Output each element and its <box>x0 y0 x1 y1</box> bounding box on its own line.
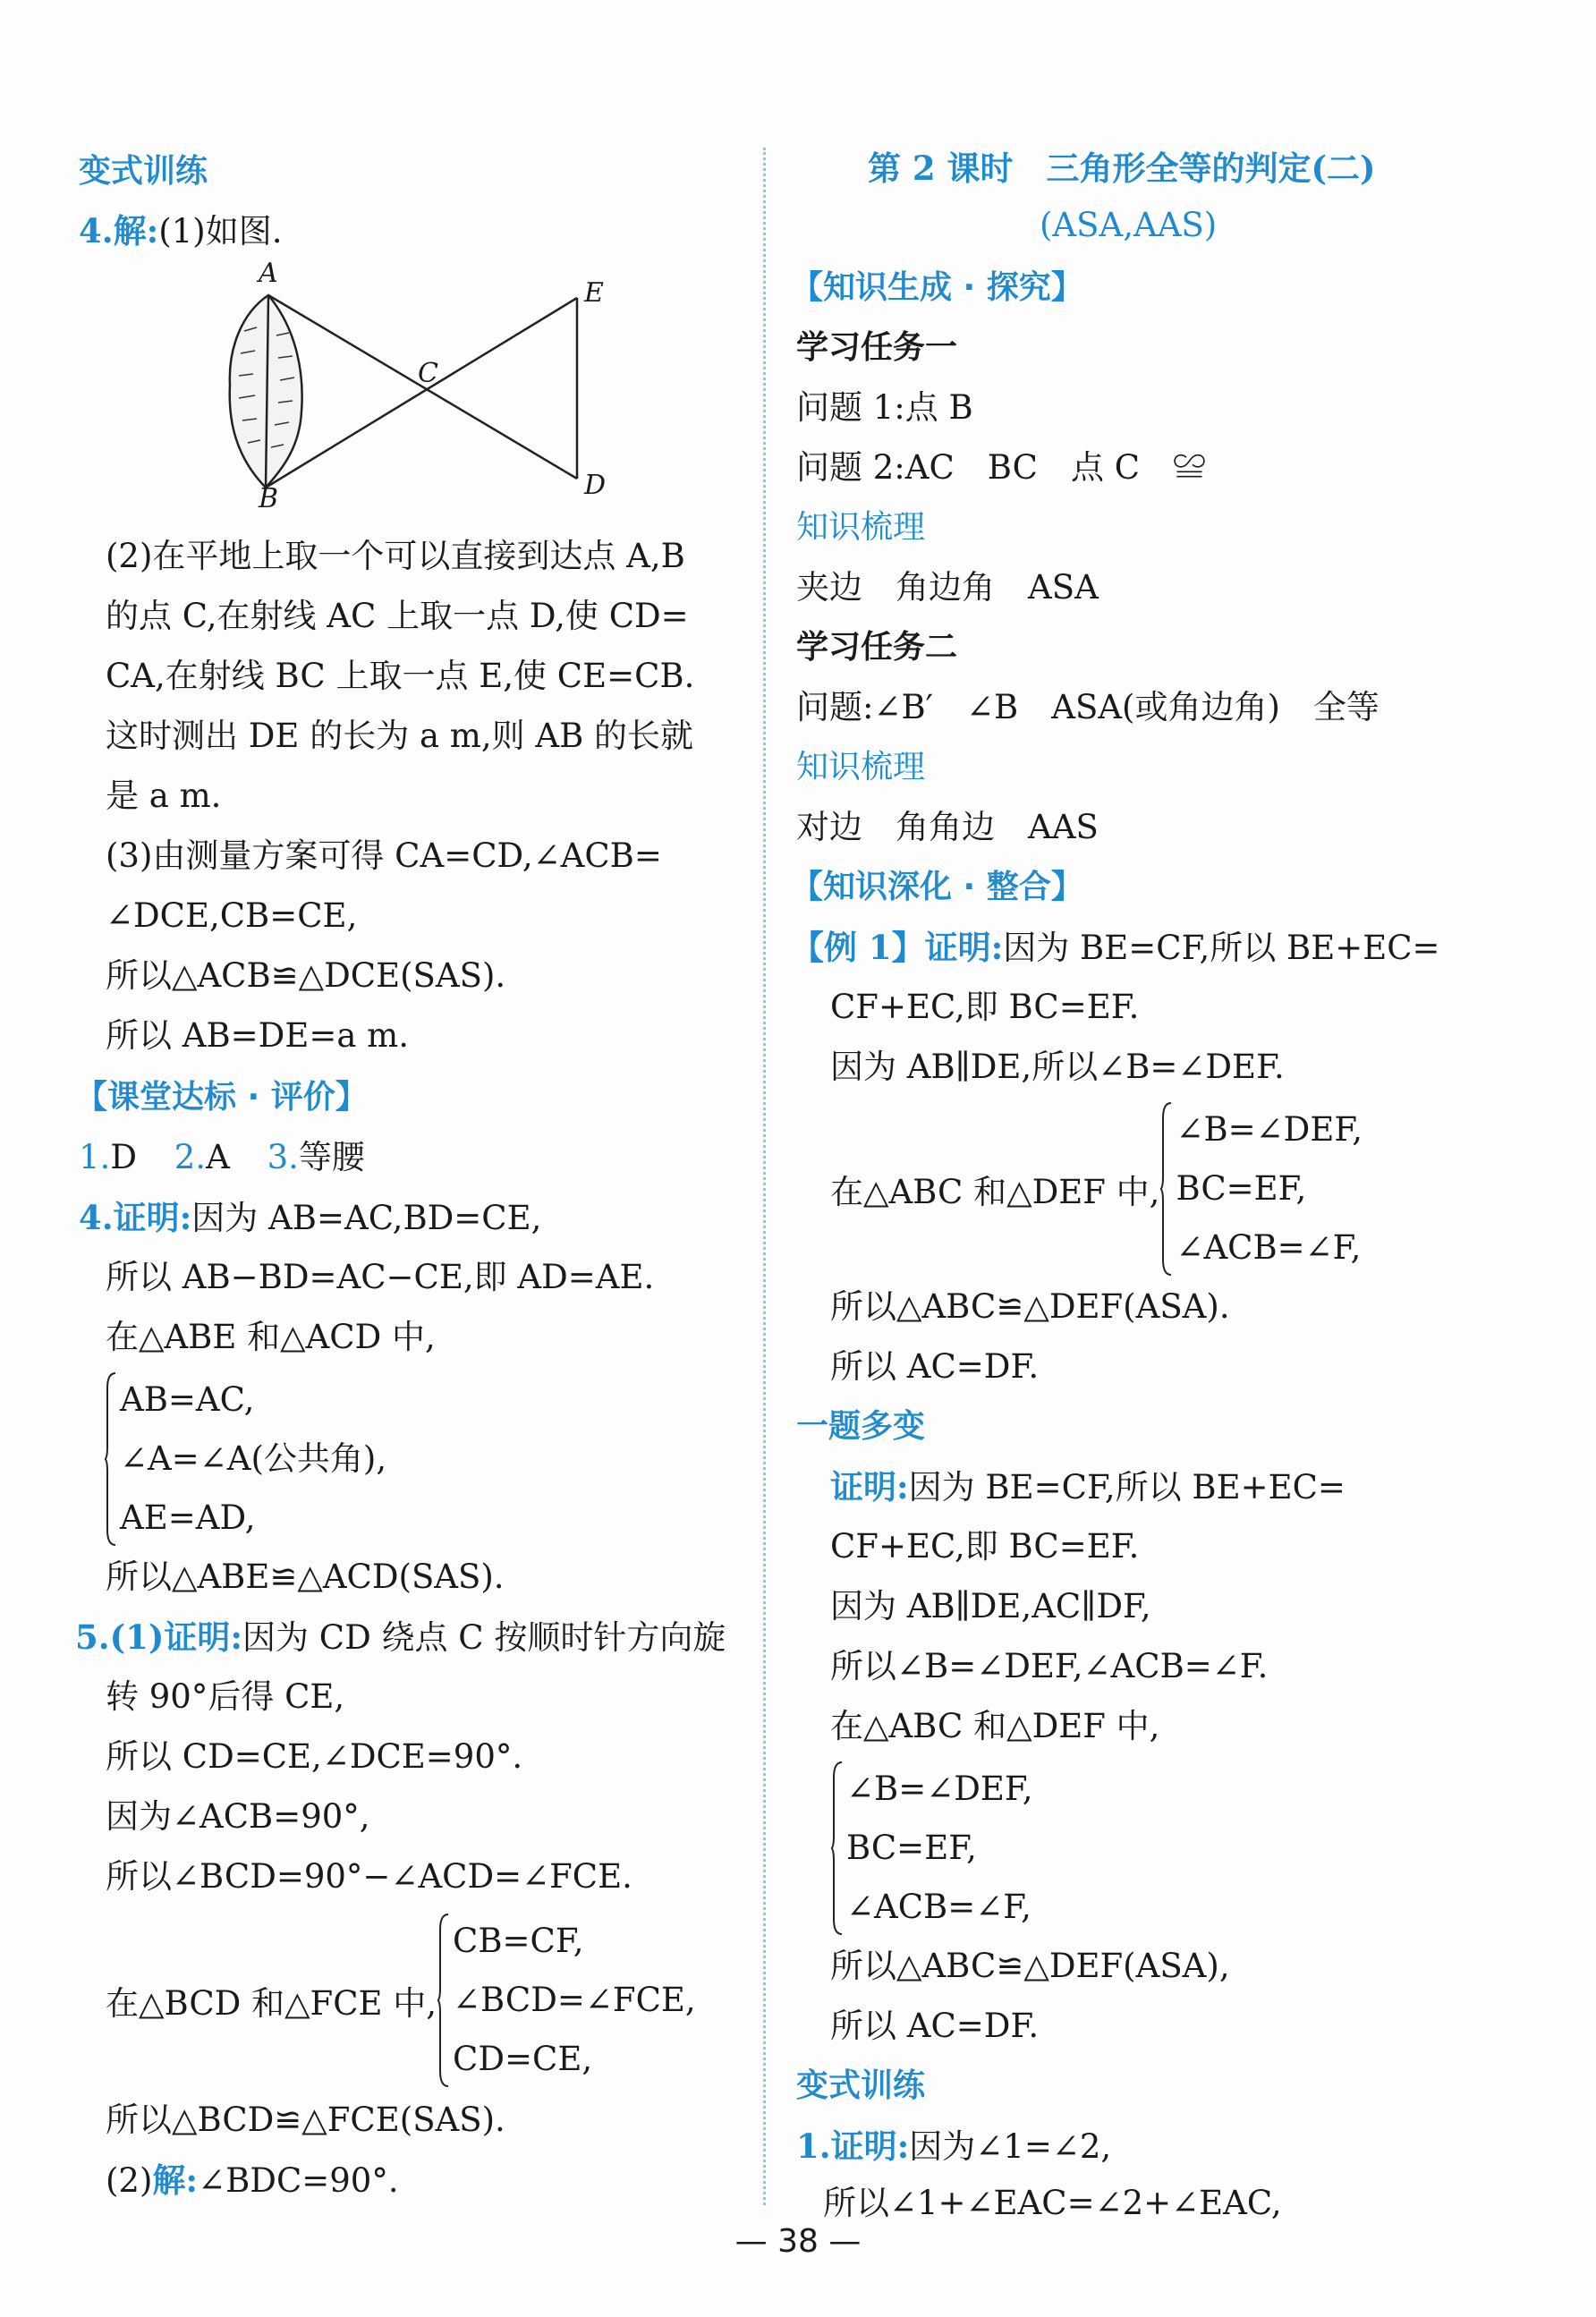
p5-conclusion: 所以△BCD≌△FCE(SAS). <box>106 2101 505 2139</box>
label-b: B <box>259 483 279 514</box>
q4-p2-line-3: CA,在射线 BC 上取一点 E,使 CE=CB. <box>106 657 695 695</box>
answer-3-num: 3. <box>267 1138 299 1176</box>
geometry-figure <box>219 258 622 514</box>
heading-variant-training-right: 变式训练 <box>796 2067 926 2104</box>
example-1-line-2: 因为 AB∥DE,所以∠B=∠DEF. <box>830 1048 1285 1086</box>
p5-part-2-num: (2) <box>106 2161 153 2200</box>
p5-brace-line-1: CB=CF, <box>453 1922 584 1960</box>
segment-be <box>266 298 577 488</box>
knowledge-sort-2: 知识梳理 <box>796 749 926 785</box>
variant-1-label: 1.证明: <box>796 2126 910 2166</box>
answer-3: 等腰 <box>298 1138 365 1176</box>
label-e: E <box>584 277 604 309</box>
p5-line-1: 转 90°后得 CE, <box>106 1677 345 1716</box>
multi-line-2: 因为 AB∥DE,AC∥DF, <box>830 1587 1151 1625</box>
heading-knowledge-explore: 【知识生成 · 探究】 <box>791 269 1083 306</box>
multi-end-1: 所以△ABC≌△DEF(ASA), <box>830 1947 1230 1985</box>
curly-brace <box>830 1760 843 1937</box>
label-c: C <box>418 358 438 389</box>
multi-first-line <box>830 1460 1346 1514</box>
p5-brace-line-2: ∠BCD=∠FCE, <box>453 1981 696 2019</box>
p5-first-text: 因为 CD 绕点 C 按顺时针方向旋 <box>242 1618 726 1657</box>
multi-brace-line-2: BC=EF, <box>846 1829 977 1867</box>
variant-1-line: 所以∠1+∠EAC=∠2+∠EAC, <box>823 2184 1282 2222</box>
q4-p2-line-4: 这时测出 DE 的长为 a m,则 AB 的长就 <box>106 717 694 755</box>
q4-text: (1)如图. <box>158 212 283 250</box>
multi-brace-line-1: ∠B=∠DEF, <box>846 1770 1033 1808</box>
task-1-title: 学习任务一 <box>796 329 958 366</box>
multi-line-1: CF+EC,即 BC=EF. <box>830 1527 1140 1566</box>
heading-knowledge-deepen: 【知识深化 · 整合】 <box>791 869 1083 905</box>
p4-brace-line-2: ∠A=∠A(公共角), <box>120 1439 387 1478</box>
p5-part-2-label: 解: <box>152 2160 199 2200</box>
p5-part-2-text: ∠BDC=90°. <box>198 2161 399 2200</box>
q4-label: 4.解: <box>79 211 159 250</box>
answer-1-num: 1. <box>79 1138 111 1176</box>
knowledge-sort-2-text: 对边 角角边 AAS <box>796 808 1099 846</box>
multi-label: 证明: <box>830 1467 909 1506</box>
example-1-brace-prefix: 在△ABC 和△DEF 中, <box>830 1173 1160 1211</box>
chapter-title: 第 2 课时 三角形全等的判定(二) <box>868 149 1376 188</box>
q4-p2-line-5: 是 a m. <box>106 777 222 815</box>
q4-p3-line-3: 所以△ACB≌△DCE(SAS). <box>106 956 506 995</box>
variant-1-first-line <box>796 2119 1111 2173</box>
p4-brace-system <box>104 1371 386 1548</box>
curly-brace <box>437 1912 449 2089</box>
p5-brace-prefix: 在△BCD 和△FCE 中, <box>106 1984 437 2023</box>
answer-2: A <box>206 1138 230 1176</box>
p4-line-3: 在△ABE 和△ACD 中, <box>106 1318 436 1356</box>
multi-brace-system <box>830 1760 1033 1937</box>
multi-brace-line-3: ∠ACB=∠F, <box>846 1888 1031 1926</box>
task-2-title: 学习任务二 <box>796 629 958 666</box>
p5-brace-system <box>106 1912 696 2089</box>
multi-line-3: 所以∠B=∠DEF,∠ACB=∠F. <box>830 1647 1269 1685</box>
heading-class-evaluation: 【课堂达标 · 评价】 <box>75 1079 368 1116</box>
knowledge-sort-1-text: 夹边 角边角 ASA <box>796 568 1099 607</box>
p5-line-4: 所以∠BCD=90°−∠ACD=∠FCE. <box>106 1857 632 1896</box>
figure-svg <box>219 268 622 510</box>
p4-line-2: 所以 AB−BD=AC−CE,即 AD=AE. <box>106 1258 655 1296</box>
q4-p3-line-1: (3)由测量方案可得 CA=CD,∠ACB= <box>106 836 662 875</box>
example-1-first-line <box>791 921 1440 974</box>
multi-line-4: 在△ABC 和△DEF 中, <box>830 1707 1160 1745</box>
one-problem-multiple-variants: 一题多变 <box>796 1408 926 1445</box>
example-1-end-2: 所以 AC=DF. <box>830 1347 1040 1386</box>
example-1-end-1: 所以△ABC≌△DEF(ASA). <box>830 1287 1230 1326</box>
answers-line <box>79 1131 365 1184</box>
heading-variant-training: 变式训练 <box>79 153 208 190</box>
p5-brace-line-3: CD=CE, <box>453 2040 593 2078</box>
p5-label: 5.(1)证明: <box>75 1617 243 1657</box>
example-1-brace-line-3: ∠ACB=∠F, <box>1176 1228 1362 1267</box>
p5-first-line <box>75 1610 726 1664</box>
page-number: — 38 — <box>734 2223 862 2260</box>
curly-brace <box>1159 1100 1172 1277</box>
answer-2-num: 2. <box>174 1138 207 1176</box>
example-1-line-1: CF+EC,即 BC=EF. <box>830 988 1140 1026</box>
variant-1-first-text: 因为∠1=∠2, <box>909 2127 1112 2166</box>
q4-p2-line-2: 的点 C,在射线 AC 上取一点 D,使 CD= <box>106 597 689 635</box>
p4-brace-line-3: AE=AD, <box>120 1498 256 1537</box>
chapter-subtitle: (ASA,AAS) <box>1040 206 1218 244</box>
curly-brace <box>104 1371 116 1548</box>
p5-part-2 <box>106 2153 399 2207</box>
q4-p2-line-1: (2)在平地上取一个可以直接到达点 A,B <box>106 537 685 575</box>
task-1-q1: 问题 1:点 B <box>796 388 973 427</box>
column-divider <box>763 148 766 2205</box>
q4-line <box>79 204 282 258</box>
p4-brace-line-1: AB=AC, <box>120 1380 255 1419</box>
answer-1: D <box>110 1138 137 1176</box>
example-1-brace-line-1: ∠B=∠DEF, <box>1176 1110 1363 1149</box>
multi-end-2: 所以 AC=DF. <box>830 2007 1040 2045</box>
multi-first-text: 因为 BE=CF,所以 BE+EC= <box>908 1468 1346 1506</box>
knowledge-sort-1: 知识梳理 <box>796 509 926 546</box>
p5-line-2: 所以 CD=CE,∠DCE=90°. <box>106 1737 523 1776</box>
task-2-question: 问题:∠B′ ∠B ASA(或角边角) 全等 <box>796 688 1380 726</box>
p4-conclusion: 所以△ABE≌△ACD(SAS). <box>106 1557 505 1596</box>
label-a: A <box>259 258 278 289</box>
example-1-brace-system <box>830 1100 1363 1277</box>
p5-line-3: 因为∠ACB=90°, <box>106 1797 370 1836</box>
p4-first-line <box>79 1191 541 1244</box>
page-number-value: 38 <box>777 2223 819 2260</box>
task-1-q2: 问题 2:AC BC 点 C ≌ <box>796 448 1207 487</box>
p4-label: 4.证明: <box>79 1198 192 1237</box>
example-1-brace-line-2: BC=EF, <box>1176 1169 1307 1208</box>
label-d: D <box>584 470 607 501</box>
q4-p3-line-2: ∠DCE,CB=CE, <box>106 896 358 935</box>
example-1-label: 【例 1】证明: <box>791 928 1004 967</box>
q4-p3-line-4: 所以 AB=DE=a m. <box>106 1016 410 1055</box>
example-1-first-text: 因为 BE=CF,所以 BE+EC= <box>1003 929 1440 967</box>
p4-line-1: 因为 AB=AC,BD=CE, <box>191 1199 542 1237</box>
